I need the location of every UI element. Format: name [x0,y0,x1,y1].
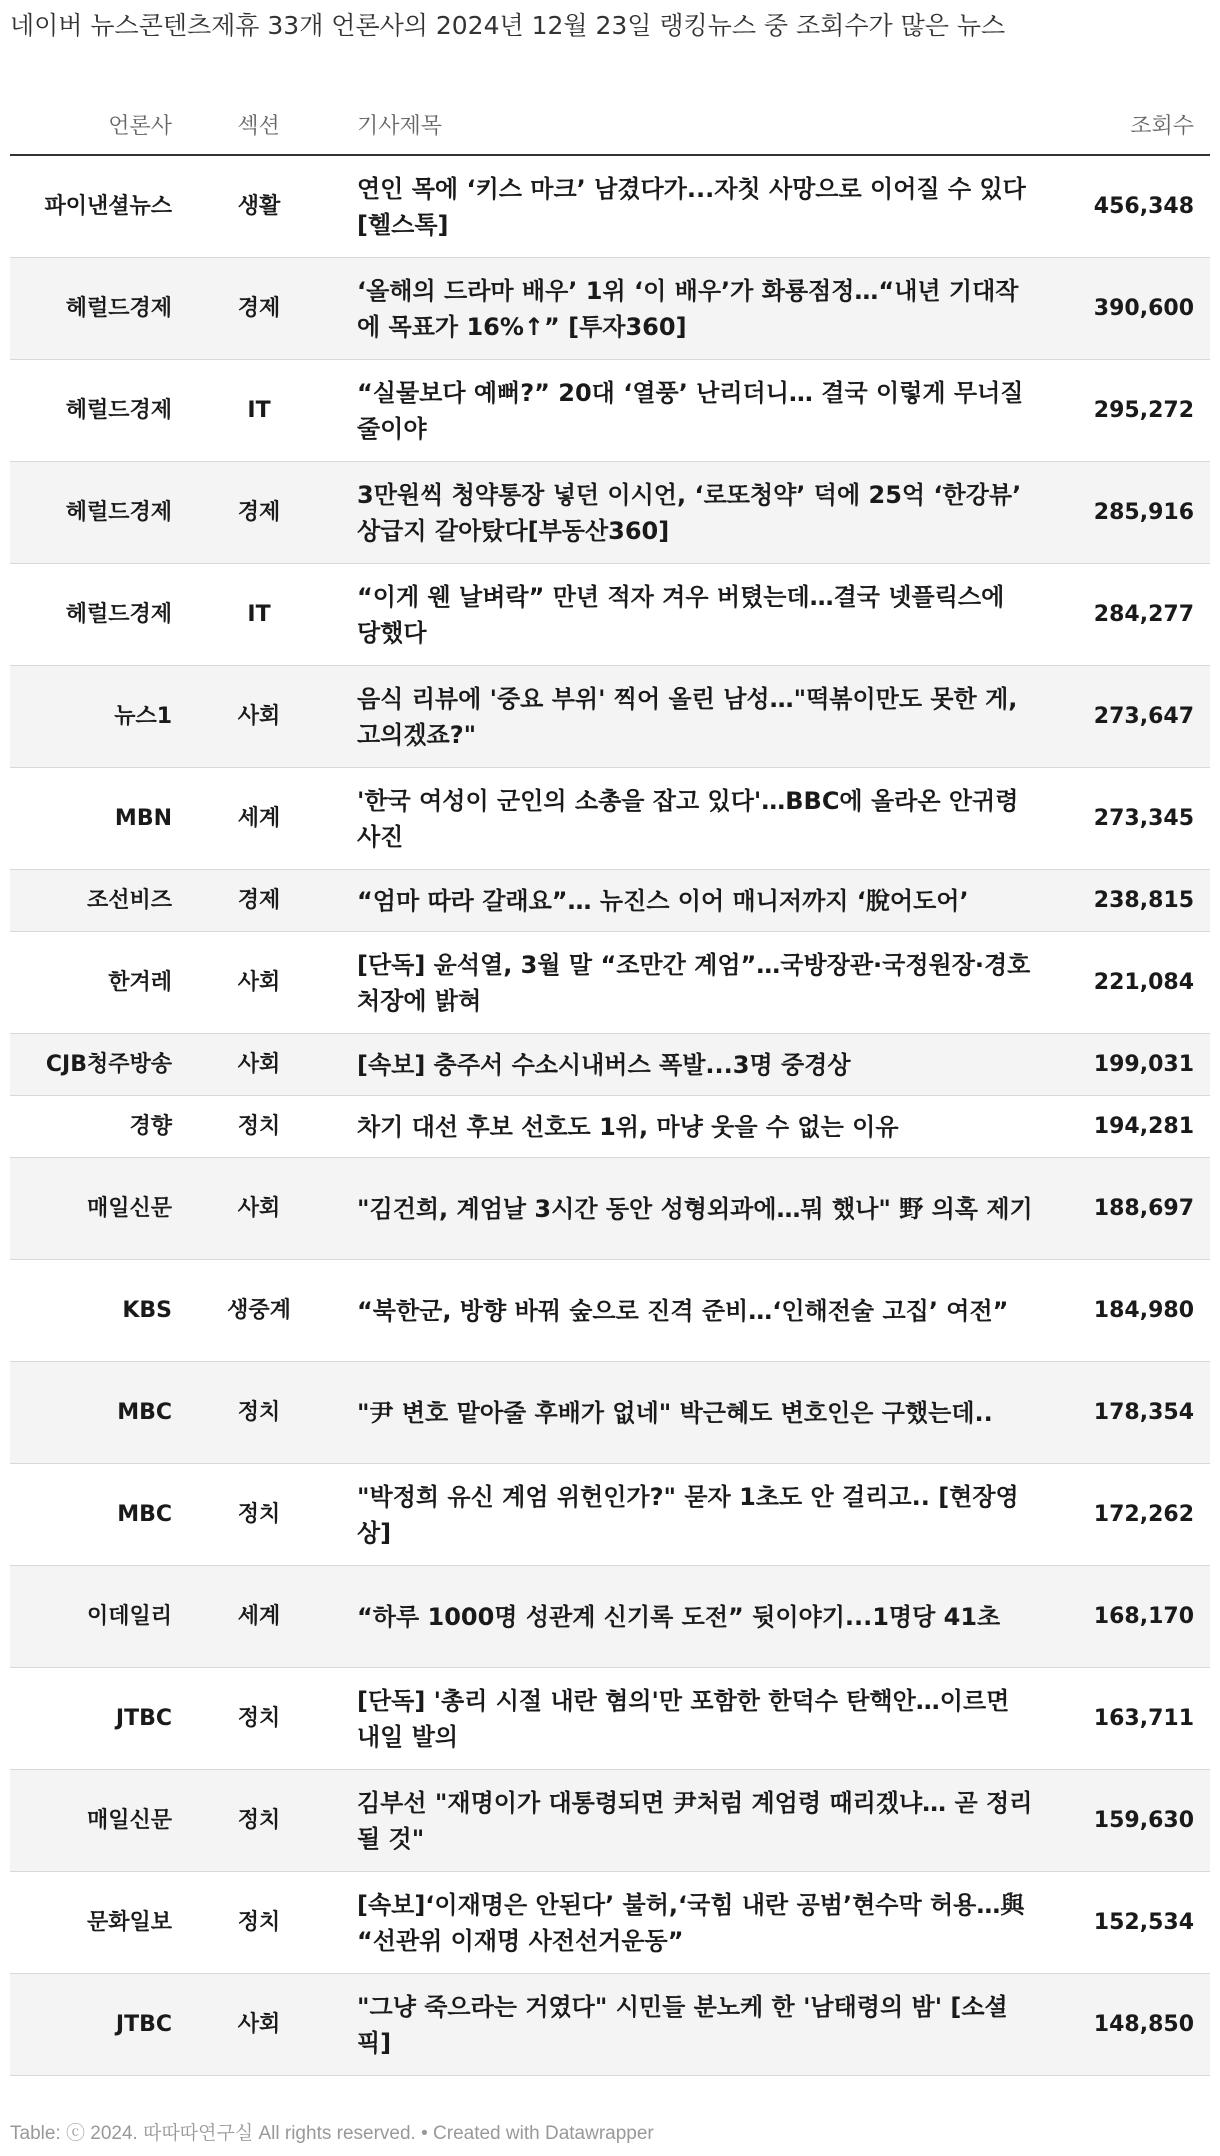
publisher-cell: MBC [10,1464,180,1566]
table-row [10,666,1210,768]
table-row [10,1770,1210,1872]
article-title-cell: [단독] 윤석열, 3월 말 “조만간 계엄”…국방장관·국정원장·경호처장에 밝혀 [345,932,1035,1034]
article-title-cell: "그냥 죽으라는 거였다" 시민들 분노케 한 '남태령의 밤' [소셜픽] [345,1974,1035,2076]
table-row [10,1668,1210,1770]
views-cell: 284,277 [1035,564,1210,666]
section-cell: 생활 [180,155,345,258]
table-row [10,1974,1210,2076]
views-cell: 238,815 [1035,870,1210,932]
table-row [10,1096,1210,1158]
views-cell: 172,262 [1035,1464,1210,1566]
publisher-cell: 한겨레 [10,932,180,1034]
views-cell: 168,170 [1035,1566,1210,1668]
publisher-cell: CJB청주방송 [10,1034,180,1096]
section-cell: 경제 [180,258,345,360]
views-cell: 285,916 [1035,462,1210,564]
section-cell: 세계 [180,1566,345,1668]
article-title-cell: 차기 대선 후보 선호도 1위, 마냥 웃을 수 없는 이유 [345,1096,1035,1158]
views-cell: 199,031 [1035,1034,1210,1096]
views-cell: 148,850 [1035,1974,1210,2076]
article-title-cell: “이게 웬 날벼락” 만년 적자 겨우 버텼는데…결국 넷플릭스에 당했다 [345,564,1035,666]
views-cell: 159,630 [1035,1770,1210,1872]
publisher-cell: JTBC [10,1668,180,1770]
article-title-cell: 김부선 "재명이가 대통령되면 尹처럼 계엄령 때리겠냐… 곧 정리될 것" [345,1770,1035,1872]
article-title-cell: ‘올해의 드라마 배우’ 1위 ‘이 배우’가 화룡점정…“내년 기대작에 목표가 16%↑” [투자360] [345,258,1035,360]
table-row [10,870,1210,932]
table-row [10,932,1210,1034]
article-title-cell: “하루 1000명 성관계 신기록 도전” 뒷이야기...1명당 41초 [345,1566,1035,1668]
section-cell: 사회 [180,1034,345,1096]
publisher-cell: 헤럴드경제 [10,258,180,360]
table-row [10,1034,1210,1096]
ranking-table [10,94,1210,2076]
column-header-publisher[interactable]: 언론사 [10,94,180,155]
article-title-cell: 3만원씩 청약통장 넣던 이시언, ‘로또청약’ 덕에 25억 ‘한강뷰’ 상급지 갈아탔다[부동산360] [345,462,1035,564]
table-header-row [10,94,1210,155]
table-row [10,1872,1210,1974]
column-header-section[interactable]: 섹션 [180,94,345,155]
column-header-views[interactable]: 조회수 [1035,94,1210,155]
table-row [10,155,1210,258]
article-title-cell: "김건희, 계엄날 3시간 동안 성형외과에…뭐 했나" 野 의혹 제기 [345,1158,1035,1260]
views-cell: 194,281 [1035,1096,1210,1158]
publisher-cell: 경향 [10,1096,180,1158]
publisher-cell: MBN [10,768,180,870]
section-cell: 세계 [180,768,345,870]
section-cell: IT [180,360,345,462]
views-cell: 273,647 [1035,666,1210,768]
publisher-cell: KBS [10,1260,180,1362]
article-title-cell: '한국 여성이 군인의 소총을 잡고 있다'…BBC에 올라온 안귀령 사진 [345,768,1035,870]
article-title-cell: [속보] 충주서 수소시내버스 폭발...3명 중경상 [345,1034,1035,1096]
article-title-cell: [속보]‘이재명은 안된다’ 불허,‘국힘 내란 공범’현수막 허용…與 “선관위 이재명 사전선거운동” [345,1872,1035,1974]
publisher-cell: JTBC [10,1974,180,2076]
section-cell: 사회 [180,932,345,1034]
article-title-cell: “실물보다 예뻐?” 20대 ‘열풍’ 난리더니… 결국 이렇게 무너질 줄이야 [345,360,1035,462]
publisher-cell: 헤럴드경제 [10,360,180,462]
section-cell: 정치 [180,1096,345,1158]
column-header-title[interactable]: 기사제목 [345,94,1035,155]
views-cell: 152,534 [1035,1872,1210,1974]
publisher-cell: 헤럴드경제 [10,462,180,564]
table-row [10,462,1210,564]
publisher-cell: MBC [10,1362,180,1464]
views-cell: 390,600 [1035,258,1210,360]
publisher-cell: 이데일리 [10,1566,180,1668]
article-title-cell: "박정희 유신 계엄 위헌인가?" 묻자 1초도 안 걸리고.. [현장영상] [345,1464,1035,1566]
views-cell: 221,084 [1035,932,1210,1034]
section-cell: 생중계 [180,1260,345,1362]
section-cell: 정치 [180,1770,345,1872]
section-cell: 정치 [180,1362,345,1464]
table-row [10,1464,1210,1566]
section-cell: 사회 [180,1974,345,2076]
table-row [10,258,1210,360]
table-row [10,1566,1210,1668]
views-cell: 456,348 [1035,155,1210,258]
table-row [10,1260,1210,1362]
article-title-cell: “북한군, 방향 바꿔 숲으로 진격 준비…‘인해전술 고집’ 여전” [345,1260,1035,1362]
section-cell: 사회 [180,666,345,768]
views-cell: 295,272 [1035,360,1210,462]
views-cell: 184,980 [1035,1260,1210,1362]
section-cell: 경제 [180,462,345,564]
section-cell: 사회 [180,1158,345,1260]
publisher-cell: 매일신문 [10,1158,180,1260]
article-title-cell: 연인 목에 ‘키스 마크’ 남겼다가...자칫 사망으로 이어질 수 있다 [헬스톡] [345,155,1035,258]
table-row [10,1158,1210,1260]
article-title-cell: [단독] '총리 시절 내란 혐의'만 포함한 한덕수 탄핵안…이르면 내일 발의 [345,1668,1035,1770]
table-row [10,564,1210,666]
article-title-cell: “엄마 따라 갈래요”… 뉴진스 이어 매니저까지 ‘脫어도어’ [345,870,1035,932]
section-cell: 정치 [180,1464,345,1566]
table-row [10,1362,1210,1464]
views-cell: 188,697 [1035,1158,1210,1260]
publisher-cell: 매일신문 [10,1770,180,1872]
article-title-cell: 음식 리뷰에 '중요 부위' 찍어 올린 남성…"떡볶이만도 못한 게, 고의겠죠?" [345,666,1035,768]
views-cell: 273,345 [1035,768,1210,870]
publisher-cell: 헤럴드경제 [10,564,180,666]
footer-credit: Table: ⓒ 2024. 따따따연구실 All rights reserved. • Created with Datawrapper [10,2123,654,2144]
views-cell: 163,711 [1035,1668,1210,1770]
article-title-cell: "尹 변호 맡아줄 후배가 없네" 박근혜도 변호인은 구했는데.. [345,1362,1035,1464]
section-cell: 경제 [180,870,345,932]
publisher-cell: 파이낸셜뉴스 [10,155,180,258]
page-title: 네이버 뉴스콘텐츠제휴 33개 언론사의 2024년 12월 23일 랭킹뉴스 중 조회수가 많은 뉴스 [10,11,1006,40]
publisher-cell: 조선비즈 [10,870,180,932]
section-cell: 정치 [180,1872,345,1974]
section-cell: IT [180,564,345,666]
table-row [10,360,1210,462]
table-row [10,768,1210,870]
views-cell: 178,354 [1035,1362,1210,1464]
publisher-cell: 뉴스1 [10,666,180,768]
publisher-cell: 문화일보 [10,1872,180,1974]
section-cell: 정치 [180,1668,345,1770]
